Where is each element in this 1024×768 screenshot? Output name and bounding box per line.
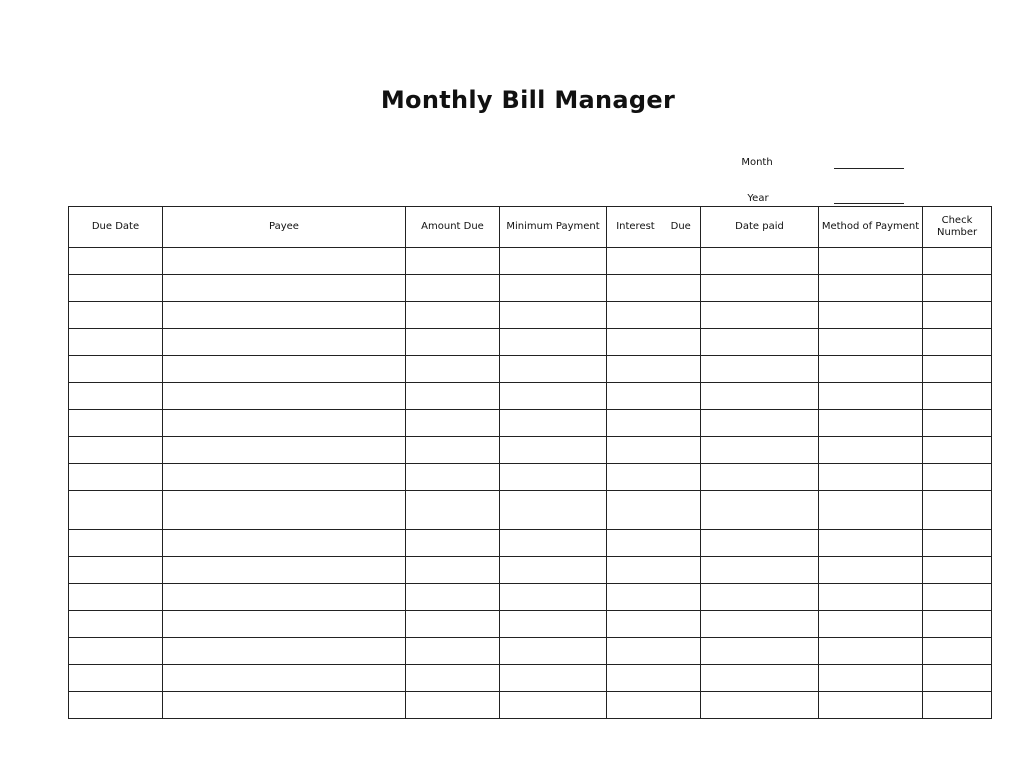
table-row: [69, 464, 992, 491]
table-cell[interactable]: [923, 302, 992, 329]
table-cell[interactable]: [500, 611, 607, 638]
table-cell[interactable]: [819, 611, 923, 638]
table-cell[interactable]: [607, 491, 701, 530]
table-cell[interactable]: [500, 383, 607, 410]
table-cell[interactable]: [607, 248, 701, 275]
table-row: [69, 410, 992, 437]
table-cell[interactable]: [819, 464, 923, 491]
table-header-row: [69, 207, 992, 248]
table-cell[interactable]: [607, 275, 701, 302]
table-cell[interactable]: [163, 248, 406, 275]
table-cell[interactable]: [607, 530, 701, 557]
table-cell[interactable]: [406, 692, 500, 719]
table-cell[interactable]: [406, 410, 500, 437]
header-minimum-payment: Minimum Payment: [500, 207, 607, 248]
table-cell[interactable]: [607, 356, 701, 383]
table-cell[interactable]: [607, 638, 701, 665]
table-cell[interactable]: [406, 356, 500, 383]
table-cell[interactable]: [923, 665, 992, 692]
table-cell[interactable]: [923, 275, 992, 302]
table-cell[interactable]: [819, 437, 923, 464]
month-label: Month: [741, 157, 773, 168]
table-cell[interactable]: [69, 410, 163, 437]
table-row: [69, 557, 992, 584]
month-blank-line[interactable]: [834, 168, 904, 169]
table-cell[interactable]: [607, 665, 701, 692]
table-cell[interactable]: [163, 557, 406, 584]
table-cell[interactable]: [607, 584, 701, 611]
table-cell[interactable]: [69, 248, 163, 275]
month-field: [0, 157, 1024, 173]
table-cell[interactable]: [69, 584, 163, 611]
table-cell[interactable]: [923, 437, 992, 464]
table-cell[interactable]: [607, 302, 701, 329]
table-cell[interactable]: [819, 248, 923, 275]
header-check-number: Check Number: [923, 207, 992, 248]
table-cell[interactable]: [163, 410, 406, 437]
table-cell[interactable]: [69, 491, 163, 530]
table-row: [69, 383, 992, 410]
table-cell[interactable]: [607, 692, 701, 719]
table-cell[interactable]: [500, 584, 607, 611]
table-row: [69, 530, 992, 557]
table-cell[interactable]: [163, 383, 406, 410]
table-row: [69, 584, 992, 611]
table-cell[interactable]: [819, 275, 923, 302]
table-cell[interactable]: [701, 275, 819, 302]
table-cell[interactable]: [923, 530, 992, 557]
table-cell[interactable]: [923, 557, 992, 584]
table-cell[interactable]: [69, 437, 163, 464]
header-amount-due: Amount Due: [406, 207, 500, 248]
header-due-date: Due Date: [69, 207, 163, 248]
table-cell[interactable]: [701, 692, 819, 719]
table-cell[interactable]: [500, 410, 607, 437]
table-cell[interactable]: [69, 329, 163, 356]
table-cell[interactable]: [406, 638, 500, 665]
table-cell[interactable]: [406, 491, 500, 530]
table-cell[interactable]: [819, 584, 923, 611]
table-cell[interactable]: [819, 692, 923, 719]
table-cell[interactable]: [500, 638, 607, 665]
table-cell[interactable]: [607, 383, 701, 410]
table-cell[interactable]: [163, 665, 406, 692]
table-cell[interactable]: [701, 491, 819, 530]
table-cell[interactable]: [69, 665, 163, 692]
table-cell[interactable]: [406, 530, 500, 557]
table-cell[interactable]: [607, 557, 701, 584]
table-cell[interactable]: [406, 557, 500, 584]
year-blank-line[interactable]: [834, 203, 904, 204]
table-cell[interactable]: [923, 383, 992, 410]
table-cell[interactable]: [701, 329, 819, 356]
table-row: [69, 638, 992, 665]
table-row: [69, 611, 992, 638]
table-cell[interactable]: [819, 557, 923, 584]
table-row: [69, 692, 992, 719]
table-cell[interactable]: [701, 638, 819, 665]
table-cell[interactable]: [819, 530, 923, 557]
table-cell[interactable]: [163, 329, 406, 356]
table-cell[interactable]: [607, 437, 701, 464]
table-cell[interactable]: [819, 329, 923, 356]
table-cell[interactable]: [69, 275, 163, 302]
table-cell[interactable]: [500, 275, 607, 302]
table-cell[interactable]: [701, 530, 819, 557]
table-cell[interactable]: [406, 611, 500, 638]
table-cell[interactable]: [607, 611, 701, 638]
table-cell[interactable]: [69, 530, 163, 557]
table-cell[interactable]: [406, 275, 500, 302]
table-cell[interactable]: [500, 302, 607, 329]
table-cell[interactable]: [163, 275, 406, 302]
table-cell[interactable]: [406, 302, 500, 329]
table-cell[interactable]: [163, 530, 406, 557]
table-cell[interactable]: [69, 692, 163, 719]
table-cell[interactable]: [607, 464, 701, 491]
table-cell[interactable]: [701, 557, 819, 584]
table-cell[interactable]: [701, 410, 819, 437]
table-cell[interactable]: [701, 302, 819, 329]
table-cell[interactable]: [500, 464, 607, 491]
table-cell[interactable]: [69, 557, 163, 584]
table-cell[interactable]: [923, 329, 992, 356]
table-cell[interactable]: [163, 302, 406, 329]
table-cell[interactable]: [819, 356, 923, 383]
page-title: Monthly Bill Manager: [380, 86, 676, 114]
table-cell[interactable]: [500, 329, 607, 356]
table-cell[interactable]: [923, 356, 992, 383]
table-cell[interactable]: [69, 611, 163, 638]
table-cell[interactable]: [69, 464, 163, 491]
table-cell[interactable]: [163, 611, 406, 638]
table-cell[interactable]: [819, 302, 923, 329]
table-cell[interactable]: [701, 464, 819, 491]
table-cell[interactable]: [701, 584, 819, 611]
table-cell[interactable]: [607, 410, 701, 437]
table-cell[interactable]: [163, 491, 406, 530]
table-cell[interactable]: [163, 464, 406, 491]
table-cell[interactable]: [406, 584, 500, 611]
table-cell[interactable]: [406, 464, 500, 491]
table-row: [69, 302, 992, 329]
header-date-paid: Date paid: [701, 207, 819, 248]
table-cell[interactable]: [500, 248, 607, 275]
table-cell[interactable]: [69, 302, 163, 329]
table-cell[interactable]: [923, 491, 992, 530]
table-cell[interactable]: [701, 665, 819, 692]
table-cell[interactable]: [500, 665, 607, 692]
table-body: [69, 248, 992, 719]
table-cell[interactable]: [406, 665, 500, 692]
table-cell[interactable]: [607, 329, 701, 356]
table-cell[interactable]: [701, 611, 819, 638]
table-cell[interactable]: [163, 692, 406, 719]
table-row: [69, 275, 992, 302]
table-cell[interactable]: [163, 584, 406, 611]
table-cell[interactable]: [923, 584, 992, 611]
table-cell[interactable]: [819, 665, 923, 692]
table-cell[interactable]: [406, 248, 500, 275]
header-payee: Payee: [163, 207, 406, 248]
table-cell[interactable]: [923, 410, 992, 437]
table-cell[interactable]: [406, 437, 500, 464]
table-row: [69, 356, 992, 383]
table-cell[interactable]: [500, 530, 607, 557]
table-row: [69, 491, 992, 530]
table-cell[interactable]: [69, 356, 163, 383]
table-cell[interactable]: [163, 638, 406, 665]
table-cell[interactable]: [819, 410, 923, 437]
table-cell[interactable]: [500, 437, 607, 464]
table-cell[interactable]: [923, 692, 992, 719]
table-cell[interactable]: [923, 611, 992, 638]
table-cell[interactable]: [500, 491, 607, 530]
table-row: [69, 665, 992, 692]
table-cell[interactable]: [819, 383, 923, 410]
table-cell[interactable]: [500, 692, 607, 719]
table-cell[interactable]: [500, 557, 607, 584]
table-cell[interactable]: [923, 248, 992, 275]
header-method-of-payment: Method of Payment: [819, 207, 923, 248]
table-cell[interactable]: [701, 356, 819, 383]
table-row: [69, 437, 992, 464]
table-row: [69, 329, 992, 356]
header-interest-due: Interest Due: [607, 207, 701, 248]
table-cell[interactable]: [406, 383, 500, 410]
table-cell[interactable]: [163, 437, 406, 464]
year-label: Year: [747, 193, 769, 204]
table-cell[interactable]: [701, 383, 819, 410]
table-cell[interactable]: [923, 638, 992, 665]
table-cell[interactable]: [923, 464, 992, 491]
table-cell[interactable]: [701, 437, 819, 464]
table-cell[interactable]: [701, 248, 819, 275]
table-cell[interactable]: [819, 491, 923, 530]
table-cell[interactable]: [69, 638, 163, 665]
bill-table: [68, 206, 992, 719]
table-row: [69, 248, 992, 275]
table-cell[interactable]: [819, 638, 923, 665]
table-cell[interactable]: [69, 383, 163, 410]
table-cell[interactable]: [406, 329, 500, 356]
table-cell[interactable]: [163, 356, 406, 383]
table-cell[interactable]: [500, 356, 607, 383]
